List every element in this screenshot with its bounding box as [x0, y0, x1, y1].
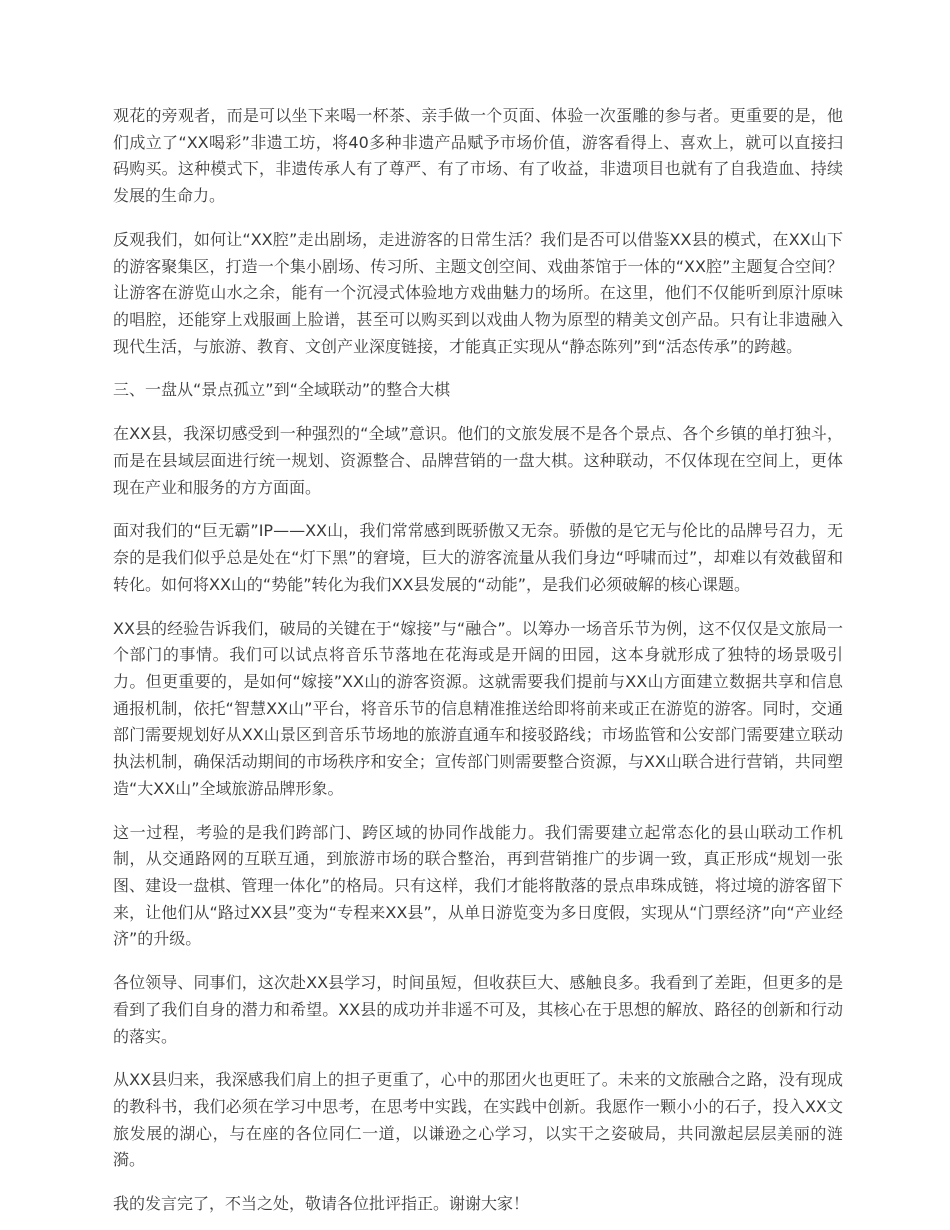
paragraph: 我的发言完了，不当之处，敬请各位批评指正。谢谢大家！ — [113, 1194, 530, 1214]
paragraph: 反观我们，如何让“XX腔”走出剧场，走进游客的日常生活？我们是否可以借鉴XX县的模式，在XX山下的游客聚集区，打造一个集小剧场、传习所、主题文创空间、戏曲茶馆于一体的“XX腔”主题复合空间？让游客在游览山水之余，能有一个沉浸式体验地方戏曲魅力的场所。在这里，他们不仅能听到原汁原味的唱腔，还能穿上戏服画上脸谱，甚至可以购买到以戏曲人物为原型的精美文创产品。只有让非遗融入现代生活，与旅游、教育、文创产业深度链接，才能真正实现从“静态陈列”到“活态传承”的跨越。 — [113, 229, 843, 356]
paragraph: XX县的经验告诉我们，破局的关键在于“嫁接”与“融合”。以筹办一场音乐节为例，这不仅仅是文旅局一个部门的事情。我们可以试点将音乐节落地在花海或是开阔的田园，这本身就形成了独特的场景吸引力。但更重要的，是如何“嫁接”XX山的游客资源。这就需要我们提前与XX山方面建立数据共享和信息通报机制，依托“智慧XX山”平台，将音乐节的信息精准推送给即将前来或正在游览的游客。同时，交通部门需要规划好从XX山景区到音乐节场地的旅游直通车和接驳路线；市场监管和公安部门需要建立联动执法机制，确保活动期间的市场秩序和安全；宣传部门则需要整合资源，与XX山联合进行营销，共同塑造“大XX山”全域旅游品牌形象。 — [113, 618, 843, 798]
paragraph: 面对我们的“巨无霸”IP——XX山，我们常常感到既骄傲又无奈。骄傲的是它无与伦比的品牌号召力，无奈的是我们似乎总是处在“灯下黑”的窘境，巨大的游客流量从我们身边“呼啸而过”，却难以有效截留和转化。如何将XX山的“势能”转化为我们XX县发展的“动能”，是我们必须破解的核心课题。 — [113, 521, 843, 594]
paragraph: 各位领导、同事们，这次赴XX县学习，时间虽短，但收获巨大、感触良多。我看到了差距，但更多的是看到了我们自身的潜力和希望。XX县的成功并非遥不可及，其核心在于思想的解放、路径的创新和行动的落实。 — [113, 973, 843, 1046]
section-heading: 三、一盘从“景点孤立”到“全域联动”的整合大棋 — [113, 380, 451, 400]
paragraph: 从XX县归来，我深感我们肩上的担子更重了，心中的那团火也更旺了。未来的文旅融合之路，没有现成的教科书，我们必须在学习中思考，在思考中实践，在实践中创新。我愿作一颗小小的石子，投入XX文旅发展的湖心，与在座的各位同仁一道，以谦逊之心学习，以实干之姿破局，共同激起层层美丽的涟漪。 — [113, 1070, 843, 1170]
paragraph: 在XX县，我深切感受到一种强烈的“全域”意识。他们的文旅发展不是各个景点、各个乡镇的单打独斗，而是在县域层面进行统一规划、资源整合、品牌营销的一盘大棋。这种联动，不仅体现在空间上，更体现在产业和服务的方方面面。 — [113, 424, 843, 497]
document-body — [113, 103, 843, 1230]
paragraph: 这一过程，考验的是我们跨部门、跨区域的协同作战能力。我们需要建立起常态化的县山联动工作机制，从交通路网的互联互通，到旅游市场的联合整治，再到营销推广的步调一致，真正形成“规划一张图、建设一盘棋、管理一体化”的格局。只有这样，我们才能将散落的景点串珠成链，将过境的游客留下来，让他们从“路过XX县”变为“专程来XX县”，从单日游览变为多日度假，实现从“门票经济”向“产业经济”的升级。 — [113, 822, 843, 949]
paragraph: 观花的旁观者，而是可以坐下来喝一杯茶、亲手做一个页面、体验一次蛋雕的参与者。更重要的是，他们成立了“XX喝彩”非遗工坊，将40多种非遗产品赋予市场价值，游客看得上、喜欢上，就可以直接扫码购买。这种模式下，非遗传承人有了尊严、有了市场、有了收益，非遗项目也就有了自我造血、持续发展的生命力。 — [113, 106, 843, 206]
